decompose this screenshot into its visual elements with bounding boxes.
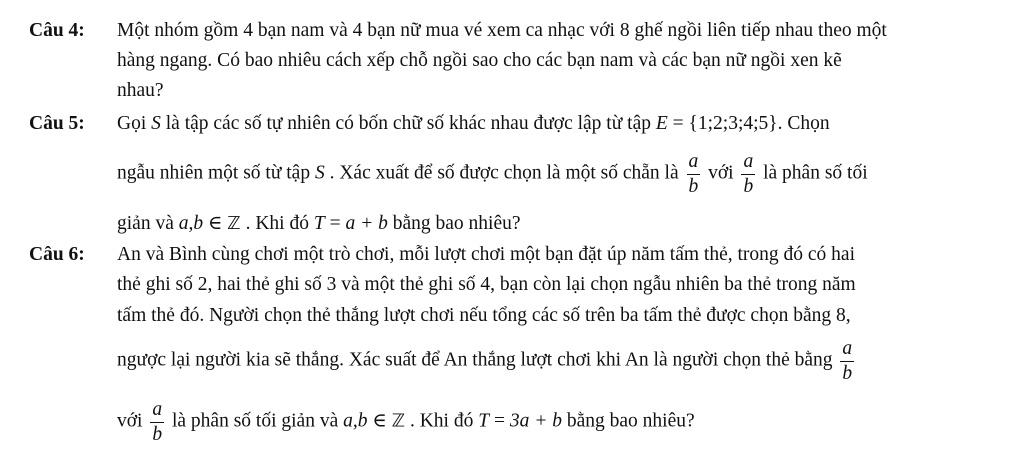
fraction-a-over-b: $\frac{a}{b}$ [152,399,163,445]
fraction-a-over-b: $\frac{a}{b}$ [842,338,853,384]
question-5-line-1: Gọi S là tập các số tự nhiên có bốn chữ số khác nhau được lập từ tập E = {1;2;3;4;5}. Chọn [117,113,830,134]
fraction-a-over-b: $\frac{a}{b}$ [743,151,754,197]
question-6-line-1: An và Bình cùng chơi một trò chơi, mỗi lượt chơi một bạn đặt úp năm tấm thẻ, trong đó có hai [117,244,855,265]
question-6-line-5: với $\frac{a}{b}$ là phân số tối giản và a,b ∈ ℤ . Khi đó T = 3a + b bằng bao nhiêu? [117,399,695,445]
fraction-a-over-b: $\frac{a}{b}$ [688,151,699,197]
question-6-line-4: ngược lại người kia sẽ thắng. Xác suất để An thắng lượt chơi khi An là người chọn thẻ bằng $\frac{a}{b}$ [117,338,853,384]
question-4-line-1: Một nhóm gồm 4 bạn nam và 4 bạn nữ mua vé xem ca nhạc với 8 ghế ngồi liên tiếp nhau theo một [117,20,887,41]
question-4-line-2: hàng ngang. Có bao nhiêu cách xếp chỗ ngồi sao cho các bạn nam và các bạn nữ ngồi xen kẽ [117,50,842,71]
question-4-label: Câu 4: [29,20,85,41]
question-5-line-2: ngẫu nhiên một số từ tập S . Xác xuất để số được chọn là một số chẵn là $\frac{a}{b}$ với $\frac{a}{b}$ là phân số tối [117,151,868,197]
question-5-label: Câu 5: [29,113,85,134]
question-6-line-3: tấm thẻ đó. Người chọn thẻ thắng lượt chơi nếu tổng các số trên ba tấm thẻ được chọn bằng 8, [117,305,851,326]
question-6-line-2: thẻ ghi số 2, hai thẻ ghi số 3 và một thẻ ghi số 4, bạn còn lại chọn ngẫu nhiên ba thẻ trong năm [117,274,856,295]
question-5-line-3: giản và a,b ∈ ℤ . Khi đó T = a + b bằng bao nhiêu? [117,213,521,234]
question-6-label: Câu 6: [29,244,85,265]
question-4-line-3: nhau? [117,80,164,101]
